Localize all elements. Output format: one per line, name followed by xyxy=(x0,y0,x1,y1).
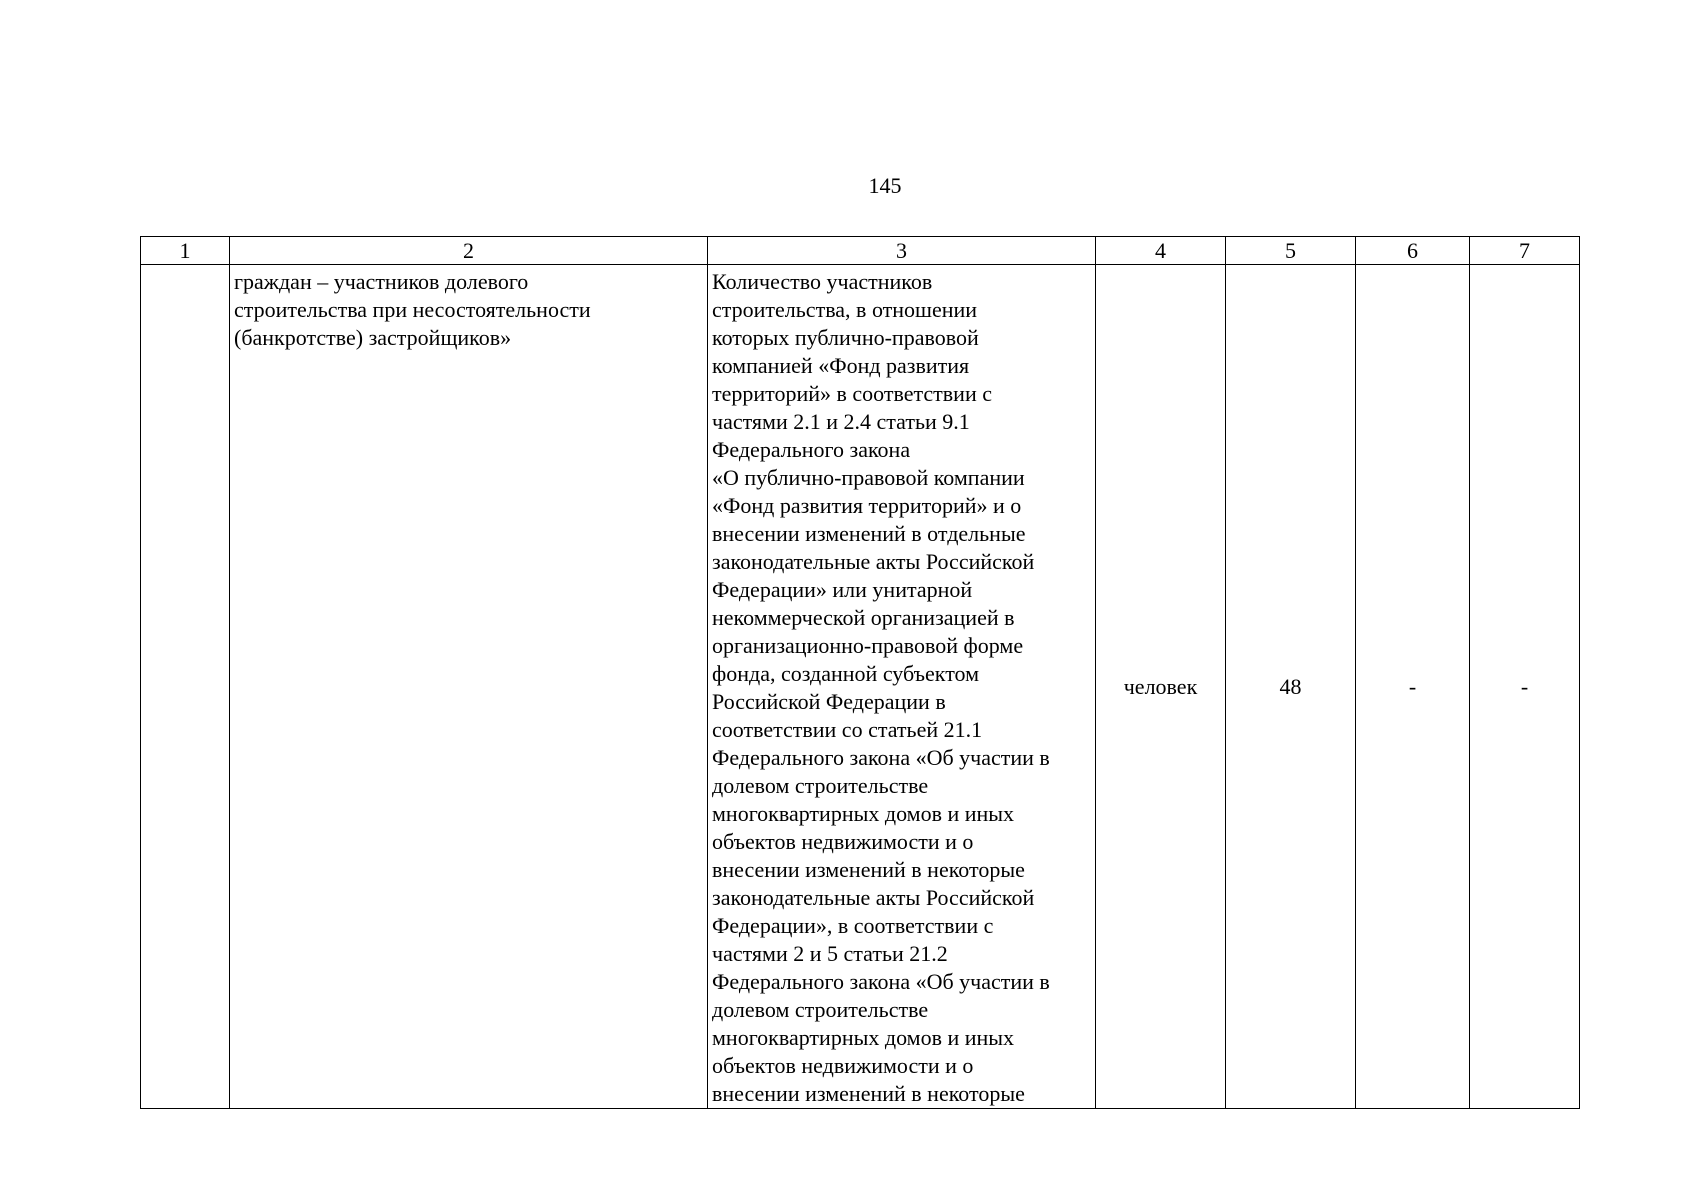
column-header: 5 xyxy=(1226,237,1356,265)
column-header: 2 xyxy=(230,237,708,265)
column7-cell: - xyxy=(1470,265,1580,1109)
unit-cell: человек xyxy=(1096,265,1226,1109)
value-cell: 48 xyxy=(1226,265,1356,1109)
indicator-table xyxy=(140,236,1580,1109)
table-header-row xyxy=(141,237,1580,265)
page-number: 145 xyxy=(868,173,902,198)
column-header: 1 xyxy=(141,237,230,265)
column-header: 7 xyxy=(1470,237,1580,265)
column-header: 3 xyxy=(708,237,1096,265)
indicator-name-cell xyxy=(230,265,708,1109)
column6-cell: - xyxy=(1356,265,1470,1109)
indicator-name-text: граждан – участников долевого строительства при несостоятельности (банкротстве) застройщиков» xyxy=(234,269,591,350)
row-number-cell xyxy=(141,265,230,1109)
row-number-text xyxy=(141,265,229,268)
table-row xyxy=(141,265,1580,1109)
column-header: 4 xyxy=(1096,237,1226,265)
indicator-description-text: Количество участников строительства, в отношении которых публично-правовой компанией «Фонд развития территорий» в соответствии с частями 2.1 и 2.4 статьи 9.1 Федерального закона «О публично-правовой компании «Фонд развития территорий» и о внесении изменений в отдельные законодательные акты Российской Федерации» или унитарной некоммерческой организацией в организационно-правовой форме фонда, созданной субъектом Российской Федерации в соответствии со статьей 21.1 Федерального закона «Об участии в долевом строительстве многоквартирных домов и иных объектов недвижимости и о внесении изменений в некоторые законодательные акты Российской Федерации», в соответствии с частями 2 и 5 статьи 21.2 Федерального закона «Об участии в долевом строительстве многоквартирных домов и иных объектов недвижимости и о внесении изменений в некоторые xyxy=(712,269,1050,1106)
indicator-description-cell xyxy=(708,265,1096,1109)
column-header: 6 xyxy=(1356,237,1470,265)
